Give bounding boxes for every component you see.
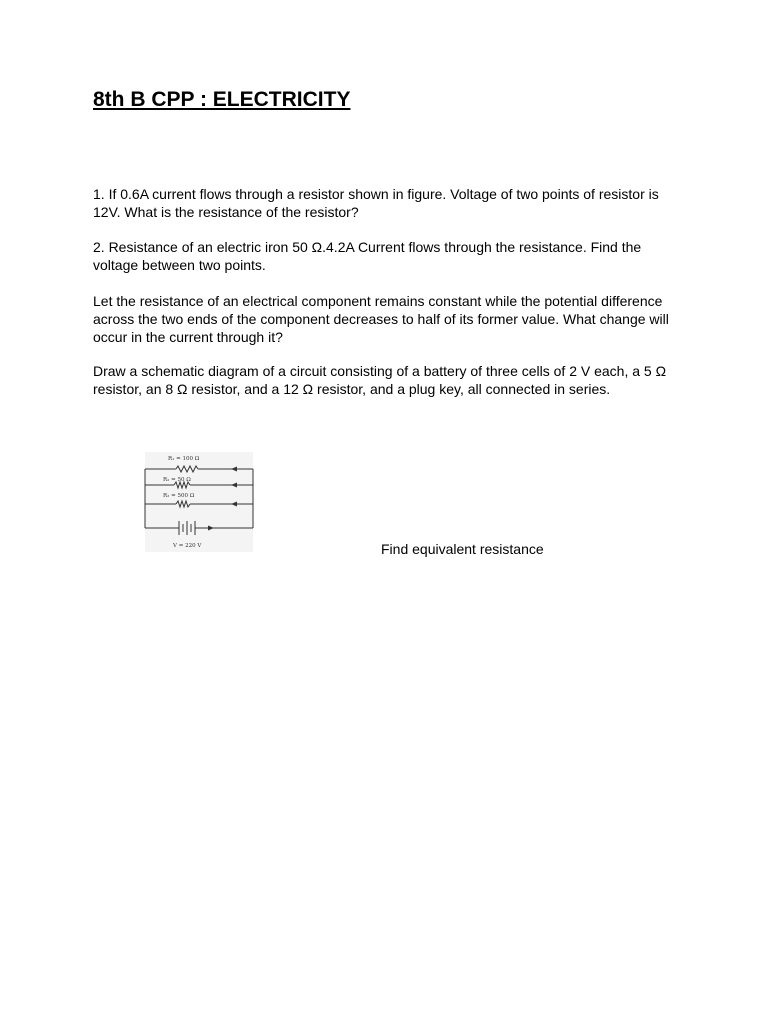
question-2: 2. Resistance of an electric iron 50 Ω.4.2A Current flows through the resistance. Find the voltage between two points.: [93, 239, 642, 273]
question-4: Draw a schematic diagram of a circuit consisting of a battery of three cells of 2 V each, a 5 Ω resistor, an 8 Ω resistor, and a 12 Ω resistor, and a plug key, all connected in series.: [93, 363, 667, 397]
r1-label: R₁ = 100 Ω: [168, 456, 200, 462]
figure-caption: Find equivalent resistance: [381, 541, 544, 557]
document-title: 8th B CPP : ELECTRICITY: [93, 88, 351, 111]
question-1: 1. If 0.6A current flows through a resistor shown in figure. Voltage of two points of resistor is 12V. What is the resistance of the resistor?: [93, 186, 659, 220]
r2-label: R₂ = 50 Ω: [163, 477, 191, 483]
parallel-circuit-figure: [93, 452, 379, 554]
question-3: Let the resistance of an electrical component remains constant while the potential difference across the two ends of the component decreases to half of its former value. What change will occur in the current through it?: [93, 293, 669, 345]
voltage-label: V = 220 V: [173, 543, 202, 549]
r3-label: R₃ = 500 Ω: [163, 493, 195, 499]
circuit-diagram: [93, 452, 379, 554]
